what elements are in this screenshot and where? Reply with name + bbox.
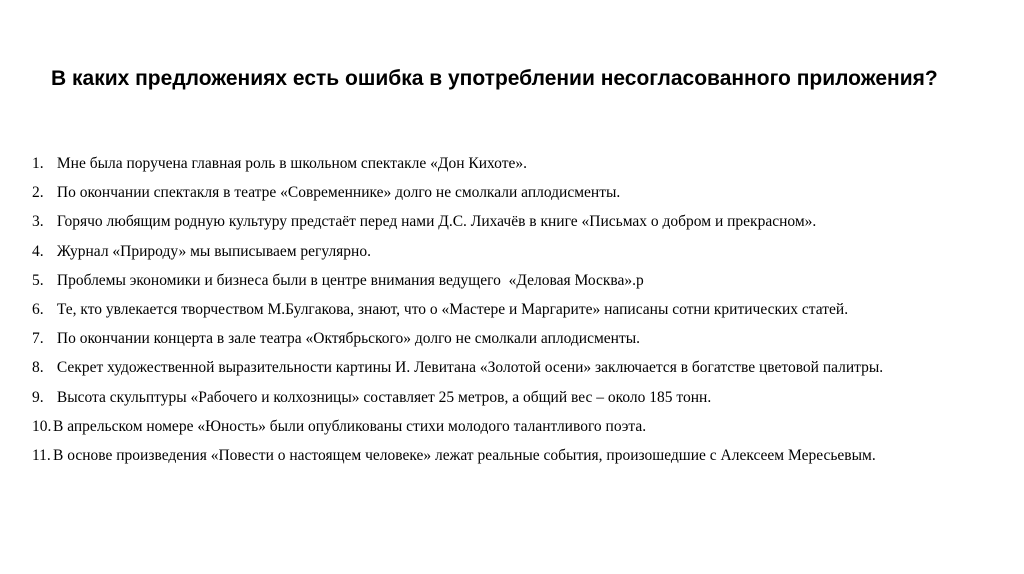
item-number: 6.: [32, 300, 44, 318]
list-item: [32, 324, 992, 353]
item-text: Горячо любящим родную культуру предстаёт перед нами Д.С. Лихачёв в книге «Письмах о добром и прекрасном».: [56, 213, 817, 231]
item-text: По окончании спектакля в театре «Современнике» долго не смолкали аплодисменты.: [56, 184, 621, 202]
item-number: 8.: [32, 359, 44, 377]
item-text: Мне была поручена главная роль в школьном спектакле «Дон Кихоте».: [56, 155, 527, 172]
list-item: [32, 266, 992, 295]
list-item: [32, 295, 992, 324]
list-item: [32, 412, 992, 441]
list-item: [32, 383, 992, 412]
item-number: 4.: [32, 242, 44, 260]
slide-title: В каких предложениях есть ошибка в употреблении несогласованного приложения?: [51, 67, 938, 90]
list-item: [32, 149, 992, 178]
item-number: 7.: [32, 330, 44, 348]
item-text: Секрет художественной выразительности картины И. Левитана «Золотой осени» заключается в богатстве цветовой палитры.: [56, 359, 884, 377]
item-number: 11.: [32, 446, 51, 464]
list-item: [32, 441, 992, 470]
list-item: [32, 207, 992, 236]
item-text: В основе произведения «Повести о настоящем человеке» лежат реальные события, произошедшие с Алексеем Мересьевым.: [53, 446, 876, 464]
item-text: По окончании концерта в зале театра «Октябрьского» долго не смолкали аплодисменты.: [56, 330, 641, 348]
item-text: Те, кто увлекается творчеством М.Булгакова, знают, что о «Мастере и Маргарите» написаны сотни критических статей.: [56, 300, 849, 318]
item-number: 2.: [32, 184, 44, 202]
sentence-list: [32, 149, 992, 470]
item-text: Высота скульптуры «Рабочего и колхозницы» составляет 25 метров, а общий вес – около 185 тонн.: [56, 388, 712, 406]
item-number: 1.: [32, 155, 44, 172]
list-item: [32, 353, 992, 382]
item-text: В апрельском номере «Юность» были опубликованы стихи молодого талантливого поэта.: [53, 417, 647, 435]
item-number: 5.: [32, 271, 44, 289]
list-item: [32, 237, 992, 266]
item-number: 3.: [32, 213, 44, 231]
list-item: [32, 178, 992, 207]
item-number: 9.: [32, 388, 44, 406]
item-text: Журнал «Природу» мы выписываем регулярно.: [56, 242, 371, 260]
item-text: Проблемы экономики и бизнеса были в центре внимания ведущего «Деловая Москва».р: [56, 271, 644, 289]
item-number: 10.: [32, 417, 52, 435]
